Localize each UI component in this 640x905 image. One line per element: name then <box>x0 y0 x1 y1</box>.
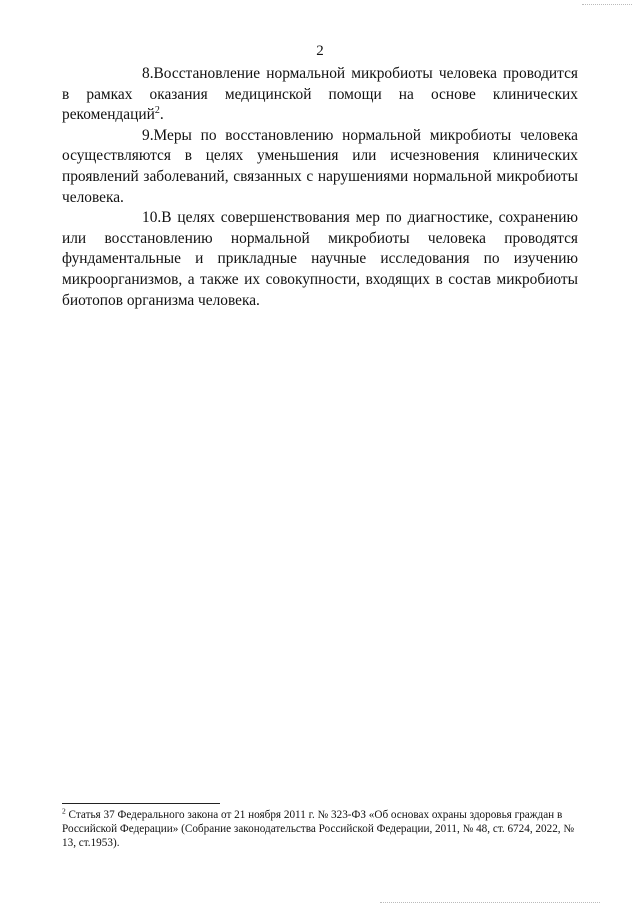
footnote-marker: 2 <box>62 806 66 816</box>
paragraph-text: Меры по восстановлению нормальной микробиоты человека осуществляются в целях уменьшения или исчезновения клинических проявлений заболеваний, связанных с нарушениями нормальной микробиоты человека. <box>62 126 578 206</box>
footnote <box>62 808 582 850</box>
scan-edge-mark <box>380 902 600 903</box>
paragraph-9 <box>62 126 578 208</box>
footnote-reference: 2 <box>154 105 160 117</box>
footnote-text: Статья 37 Федерального закона от 21 ноября 2011 г. № 323-ФЗ «Об основах охраны здоровья граждан в Российской Федерации» (Собрание законодательства Российской Федерации, 2011, № 48, ст. 6724, 2022, № 13, ст.1953). <box>62 809 575 849</box>
page-number: 2 <box>316 43 324 59</box>
paragraph-text: В целях совершенствования мер по диагностике, сохранению или восстановлению нормальной микробиоты человека проводятся фундаментальные и прикладные научные исследования по изучению микроорганизмов, а также их совокупности, входящих в состав микробиоты биотопов организма человека. <box>62 209 578 309</box>
paragraph-number: 10. <box>142 209 162 227</box>
paragraph-8 <box>62 64 578 126</box>
paragraph-text: Восстановление нормальной микробиоты человека проводится в рамках оказания медицинской помощи на основе клинических рекомендаций <box>62 65 578 124</box>
footnote-separator <box>62 803 220 804</box>
paragraph-number: 9. <box>142 126 154 144</box>
body-text <box>62 64 578 311</box>
paragraph-10 <box>62 208 578 311</box>
scan-edge-mark <box>582 4 632 5</box>
paragraph-number: 8. <box>142 65 154 82</box>
paragraph-tail: . <box>159 106 164 124</box>
